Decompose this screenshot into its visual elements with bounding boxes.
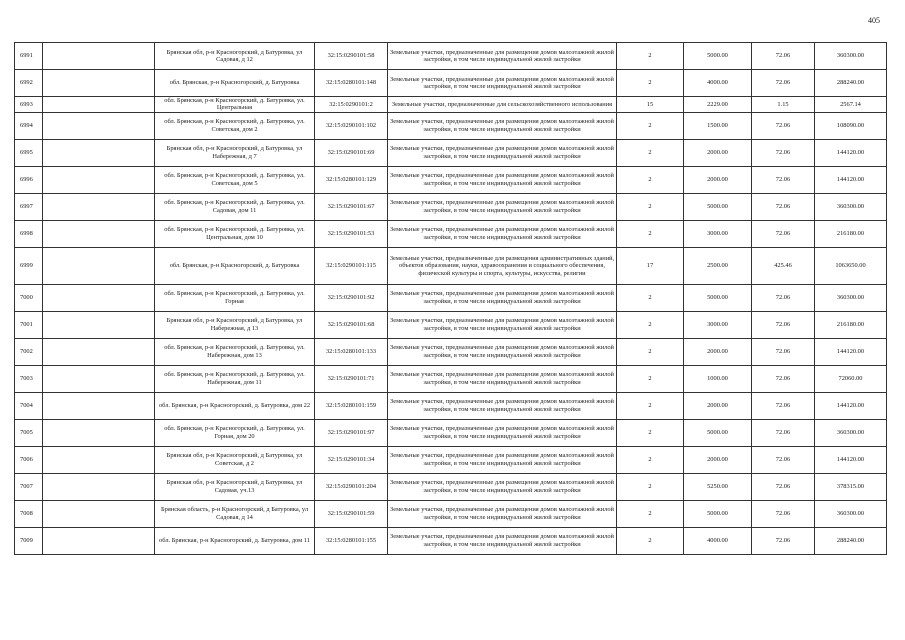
table-row: [15, 419, 887, 446]
specific-value-cell: 72.06: [752, 43, 815, 70]
land-group-cell: 2: [617, 43, 684, 70]
cadastral-value-cell: 144120.00: [815, 139, 887, 166]
cadastral-number-cell: 32:15:0290101:102: [315, 112, 388, 139]
spacer-cell: [43, 527, 155, 554]
table-body: [15, 43, 887, 555]
cadastral-value-cell: 72060.00: [815, 365, 887, 392]
row-number: 7009: [20, 537, 33, 545]
spacer-cell: [43, 97, 155, 113]
cadastral-value-cell: 144120.00: [815, 446, 887, 473]
land-group-cell: 15: [617, 97, 684, 113]
area-cell: 2000.00: [684, 166, 752, 193]
address-cell: Брянская обл, р-н Красногорский, д Батуровка, ул Садовая, д 12: [155, 43, 315, 70]
table-row: [15, 311, 887, 338]
area-cell: 5000.00: [684, 419, 752, 446]
area-cell: 5250.00: [684, 473, 752, 500]
table-row: [15, 338, 887, 365]
specific-value-cell: 72.06: [752, 419, 815, 446]
row-number: 7002: [20, 348, 33, 356]
cadastral-value-cell: 288240.00: [815, 527, 887, 554]
land-use-cell: Земельные участки, предназначенные для размещения домов малоэтажной жилой застройки, в том числе индивидуальной жилой застройки: [388, 43, 617, 70]
address-cell: Брянская обл, р-н Красногорский, д Батуровка, ул Советская, д 2: [155, 446, 315, 473]
cadastral-number-cell: 32:15:0290101:97: [315, 419, 388, 446]
row-number: 7005: [20, 429, 33, 437]
area-cell: 1000.00: [684, 365, 752, 392]
area-cell: 1500.00: [684, 112, 752, 139]
specific-value-cell: 72.06: [752, 284, 815, 311]
spacer-cell: [43, 166, 155, 193]
land-group-cell: 2: [617, 473, 684, 500]
table-row: [15, 446, 887, 473]
spacer-cell: [43, 112, 155, 139]
table-row: [15, 97, 887, 113]
specific-value-cell: 72.06: [752, 392, 815, 419]
specific-value-cell: 425.46: [752, 247, 815, 284]
cadastral-number-cell: 32:15:0280101:148: [315, 70, 388, 97]
row-number: 6994: [20, 122, 33, 130]
address-cell: Брянская обл, р-н Красногорский, д Батуровка, ул Набережная, д 13: [155, 311, 315, 338]
address-cell: обл. Брянская, р-н Красногорский, д. Батуровка, ул. Горная: [155, 284, 315, 311]
address-cell: Брянская область, р-н Красногорский, д Батуровка, ул Садовая, д 14: [155, 500, 315, 527]
row-number: 7001: [20, 321, 33, 329]
row-number-cell: [15, 284, 43, 311]
cadastral-value-cell: 378315.00: [815, 473, 887, 500]
land-use-cell: Земельные участки, предназначенные для размещения домов малоэтажной жилой застройки, в том числе индивидуальной жилой застройки: [388, 166, 617, 193]
row-number-cell: [15, 473, 43, 500]
row-number: 7004: [20, 402, 33, 410]
area-cell: 4000.00: [684, 527, 752, 554]
spacer-cell: [43, 139, 155, 166]
cadastral-number-cell: 32:15:0290101:69: [315, 139, 388, 166]
row-number-cell: [15, 112, 43, 139]
address-cell: обл. Брянская, р-н Красногорский, д. Батуровка: [155, 247, 315, 284]
table-row: [15, 166, 887, 193]
row-number-cell: [15, 365, 43, 392]
specific-value-cell: 72.06: [752, 70, 815, 97]
cadastral-number-cell: 32:15:0290101:68: [315, 311, 388, 338]
spacer-cell: [43, 338, 155, 365]
address-cell: Брянская обл, р-н Красногорский, д Батуровка, ул Садовая, уч.13: [155, 473, 315, 500]
land-use-cell: Земельные участки, предназначенные для размещения административных зданий, объектов образования, науки, здравоохранения и социального обеспечения, физической культуры и спорта, культуры, искусства, религии: [388, 247, 617, 284]
cadastral-number-cell: 32:15:0290101:92: [315, 284, 388, 311]
row-number: 6999: [20, 262, 33, 270]
cadastral-value-cell: 2567.14: [815, 97, 887, 113]
spacer-cell: [43, 220, 155, 247]
area-cell: 2500.00: [684, 247, 752, 284]
land-group-cell: 2: [617, 112, 684, 139]
land-group-cell: 2: [617, 500, 684, 527]
address-cell: обл. Брянская, р-н Красногорский, д. Батуровка, ул. Советская, дом 5: [155, 166, 315, 193]
land-group-cell: 2: [617, 166, 684, 193]
land-use-cell: Земельные участки, предназначенные для сельскохозяйственного использования: [388, 97, 617, 113]
row-number-cell: [15, 527, 43, 554]
specific-value-cell: 72.06: [752, 311, 815, 338]
cadastral-number-cell: 32:15:0290101:67: [315, 193, 388, 220]
land-group-cell: 2: [617, 527, 684, 554]
cadastral-number-cell: 32:15:0290101:59: [315, 500, 388, 527]
spacer-cell: [43, 500, 155, 527]
land-group-cell: 2: [617, 392, 684, 419]
row-number: 6991: [20, 52, 33, 60]
area-cell: 2000.00: [684, 338, 752, 365]
cadastral-value-cell: 360300.00: [815, 284, 887, 311]
spacer-cell: [43, 473, 155, 500]
row-number: 7003: [20, 375, 33, 383]
cadastral-number-cell: 32:15:0290101:58: [315, 43, 388, 70]
spacer-cell: [43, 247, 155, 284]
area-cell: 3000.00: [684, 311, 752, 338]
cadastral-number-cell: 32:15:0290101:71: [315, 365, 388, 392]
address-cell: обл. Брянская, р-н Красногорский, д. Батуровка: [155, 70, 315, 97]
table-row: [15, 392, 887, 419]
land-group-cell: 2: [617, 284, 684, 311]
specific-value-cell: 1.15: [752, 97, 815, 113]
row-number-cell: [15, 139, 43, 166]
cadastral-value-cell: 360300.00: [815, 43, 887, 70]
area-cell: 2000.00: [684, 446, 752, 473]
cadastral-value-cell: 360300.00: [815, 193, 887, 220]
row-number: 7000: [20, 294, 33, 302]
specific-value-cell: 72.06: [752, 446, 815, 473]
address-cell: обл. Брянская, р-н Красногорский, д. Батуровка, дом 11: [155, 527, 315, 554]
row-number-cell: [15, 70, 43, 97]
land-use-cell: Земельные участки, предназначенные для размещения домов малоэтажной жилой застройки, в том числе индивидуальной жилой застройки: [388, 311, 617, 338]
spacer-cell: [43, 392, 155, 419]
spacer-cell: [43, 419, 155, 446]
table-row: [15, 220, 887, 247]
cadastral-value-cell: 144120.00: [815, 338, 887, 365]
land-use-cell: Земельные участки, предназначенные для размещения домов малоэтажной жилой застройки, в том числе индивидуальной жилой застройки: [388, 193, 617, 220]
area-cell: 5000.00: [684, 500, 752, 527]
spacer-cell: [43, 365, 155, 392]
cadastral-value-cell: 288240.00: [815, 70, 887, 97]
cadastral-value-cell: 144120.00: [815, 166, 887, 193]
specific-value-cell: 72.06: [752, 365, 815, 392]
table-row: [15, 247, 887, 284]
cadastral-number-cell: 32:15:0280101:129: [315, 166, 388, 193]
table-row: [15, 473, 887, 500]
land-use-cell: Земельные участки, предназначенные для размещения домов малоэтажной жилой застройки, в том числе индивидуальной жилой застройки: [388, 446, 617, 473]
row-number: 6996: [20, 176, 33, 184]
address-cell: обл. Брянская, р-н Красногорский, д. Батуровка, ул. Набережная, дом 11: [155, 365, 315, 392]
cadastral-number-cell: 32:15:0280101:155: [315, 527, 388, 554]
row-number: 7008: [20, 510, 33, 518]
row-number-cell: [15, 97, 43, 113]
area-cell: 5000.00: [684, 43, 752, 70]
table-row: [15, 70, 887, 97]
cadastral-number-cell: 32:15:0290101:53: [315, 220, 388, 247]
specific-value-cell: 72.06: [752, 473, 815, 500]
address-cell: обл. Брянская, р-н Красногорский, д. Батуровка, ул. Советская, дом 2: [155, 112, 315, 139]
land-registry-table: [14, 42, 887, 555]
land-use-cell: Земельные участки, предназначенные для размещения домов малоэтажной жилой застройки, в том числе индивидуальной жилой застройки: [388, 70, 617, 97]
cadastral-value-cell: 360300.00: [815, 419, 887, 446]
cadastral-value-cell: 360300.00: [815, 500, 887, 527]
cadastral-value-cell: 216180.00: [815, 220, 887, 247]
specific-value-cell: 72.06: [752, 527, 815, 554]
spacer-cell: [43, 70, 155, 97]
land-use-cell: Земельные участки, предназначенные для размещения домов малоэтажной жилой застройки, в том числе индивидуальной жилой застройки: [388, 473, 617, 500]
row-number-cell: [15, 166, 43, 193]
specific-value-cell: 72.06: [752, 220, 815, 247]
spacer-cell: [43, 193, 155, 220]
land-use-cell: Земельные участки, предназначенные для размещения домов малоэтажной жилой застройки, в том числе индивидуальной жилой застройки: [388, 392, 617, 419]
area-cell: 5000.00: [684, 193, 752, 220]
table-row: [15, 43, 887, 70]
row-number: 6998: [20, 230, 33, 238]
row-number-cell: [15, 43, 43, 70]
row-number-cell: [15, 446, 43, 473]
address-cell: обл. Брянская, р-н Красногорский, д. Батуровка, ул. Набережная, дом 13: [155, 338, 315, 365]
land-use-cell: Земельные участки, предназначенные для размещения домов малоэтажной жилой застройки, в том числе индивидуальной жилой застройки: [388, 419, 617, 446]
land-group-cell: 2: [617, 70, 684, 97]
land-group-cell: 2: [617, 311, 684, 338]
address-cell: обл. Брянская, р-н Красногорский, д. Батуровка, ул. Центральная: [155, 97, 315, 113]
cadastral-number-cell: 32:15:0280101:133: [315, 338, 388, 365]
address-cell: обл. Брянская, р-н Красногорский, д. Батуровка, ул. Центральная, дом 10: [155, 220, 315, 247]
row-number-cell: [15, 311, 43, 338]
land-group-cell: 2: [617, 365, 684, 392]
specific-value-cell: 72.06: [752, 193, 815, 220]
table-row: [15, 193, 887, 220]
table-row: [15, 112, 887, 139]
land-group-cell: 2: [617, 193, 684, 220]
row-number-cell: [15, 500, 43, 527]
area-cell: 2000.00: [684, 392, 752, 419]
land-group-cell: 2: [617, 139, 684, 166]
row-number-cell: [15, 392, 43, 419]
row-number-cell: [15, 220, 43, 247]
row-number: 6992: [20, 79, 33, 87]
address-cell: Брянская обл, р-н Красногорский, д Батуровка, ул Набережная, д 7: [155, 139, 315, 166]
row-number: 7007: [20, 483, 33, 491]
page-number: 405: [868, 16, 880, 25]
area-cell: 2229.00: [684, 97, 752, 113]
land-group-cell: 2: [617, 338, 684, 365]
table-row: [15, 284, 887, 311]
address-cell: обл. Брянская, р-н Красногорский, д. Батуровка, ул. Горная, дом 20: [155, 419, 315, 446]
land-use-cell: Земельные участки, предназначенные для размещения домов малоэтажной жилой застройки, в том числе индивидуальной жилой застройки: [388, 338, 617, 365]
area-cell: 4000.00: [684, 70, 752, 97]
land-use-cell: Земельные участки, предназначенные для размещения домов малоэтажной жилой застройки, в том числе индивидуальной жилой застройки: [388, 220, 617, 247]
land-use-cell: Земельные участки, предназначенные для размещения домов малоэтажной жилой застройки, в том числе индивидуальной жилой застройки: [388, 500, 617, 527]
cadastral-number-cell: 32:15:0290101:115: [315, 247, 388, 284]
land-group-cell: 2: [617, 220, 684, 247]
land-group-cell: 2: [617, 446, 684, 473]
table-row: [15, 139, 887, 166]
row-number: 7006: [20, 456, 33, 464]
land-group-cell: 17: [617, 247, 684, 284]
table-row: [15, 365, 887, 392]
row-number: 6995: [20, 149, 33, 157]
specific-value-cell: 72.06: [752, 500, 815, 527]
spacer-cell: [43, 43, 155, 70]
spacer-cell: [43, 284, 155, 311]
row-number-cell: [15, 419, 43, 446]
specific-value-cell: 72.06: [752, 139, 815, 166]
land-use-cell: Земельные участки, предназначенные для размещения домов малоэтажной жилой застройки, в том числе индивидуальной жилой застройки: [388, 139, 617, 166]
row-number-cell: [15, 193, 43, 220]
land-use-cell: Земельные участки, предназначенные для размещения домов малоэтажной жилой застройки, в том числе индивидуальной жилой застройки: [388, 112, 617, 139]
area-cell: 3000.00: [684, 220, 752, 247]
cadastral-value-cell: 108090.00: [815, 112, 887, 139]
address-cell: обл. Брянская, р-н Красногорский, д. Батуровка, ул. Садовая, дом 11: [155, 193, 315, 220]
row-number-cell: [15, 338, 43, 365]
cadastral-number-cell: 32:15:0280101:159: [315, 392, 388, 419]
row-number: 6993: [20, 100, 33, 108]
cadastral-number-cell: 32:15:0290101:2: [315, 97, 388, 113]
cadastral-value-cell: 1063650.00: [815, 247, 887, 284]
land-use-cell: Земельные участки, предназначенные для размещения домов малоэтажной жилой застройки, в том числе индивидуальной жилой застройки: [388, 527, 617, 554]
row-number: 6997: [20, 203, 33, 211]
spacer-cell: [43, 446, 155, 473]
specific-value-cell: 72.06: [752, 112, 815, 139]
area-cell: 5000.00: [684, 284, 752, 311]
table-row: [15, 500, 887, 527]
specific-value-cell: 72.06: [752, 166, 815, 193]
land-group-cell: 2: [617, 419, 684, 446]
cadastral-value-cell: 144120.00: [815, 392, 887, 419]
cadastral-number-cell: 32:15:0290101:34: [315, 446, 388, 473]
spacer-cell: [43, 311, 155, 338]
row-number-cell: [15, 247, 43, 284]
address-cell: обл. Брянская, р-н Красногорский, д. Батуровка, дом 22: [155, 392, 315, 419]
cadastral-number-cell: 32:15:0290101:204: [315, 473, 388, 500]
area-cell: 2000.00: [684, 139, 752, 166]
specific-value-cell: 72.06: [752, 338, 815, 365]
cadastral-value-cell: 216180.00: [815, 311, 887, 338]
land-use-cell: Земельные участки, предназначенные для размещения домов малоэтажной жилой застройки, в том числе индивидуальной жилой застройки: [388, 284, 617, 311]
land-use-cell: Земельные участки, предназначенные для размещения домов малоэтажной жилой застройки, в том числе индивидуальной жилой застройки: [388, 365, 617, 392]
table-row: [15, 527, 887, 554]
